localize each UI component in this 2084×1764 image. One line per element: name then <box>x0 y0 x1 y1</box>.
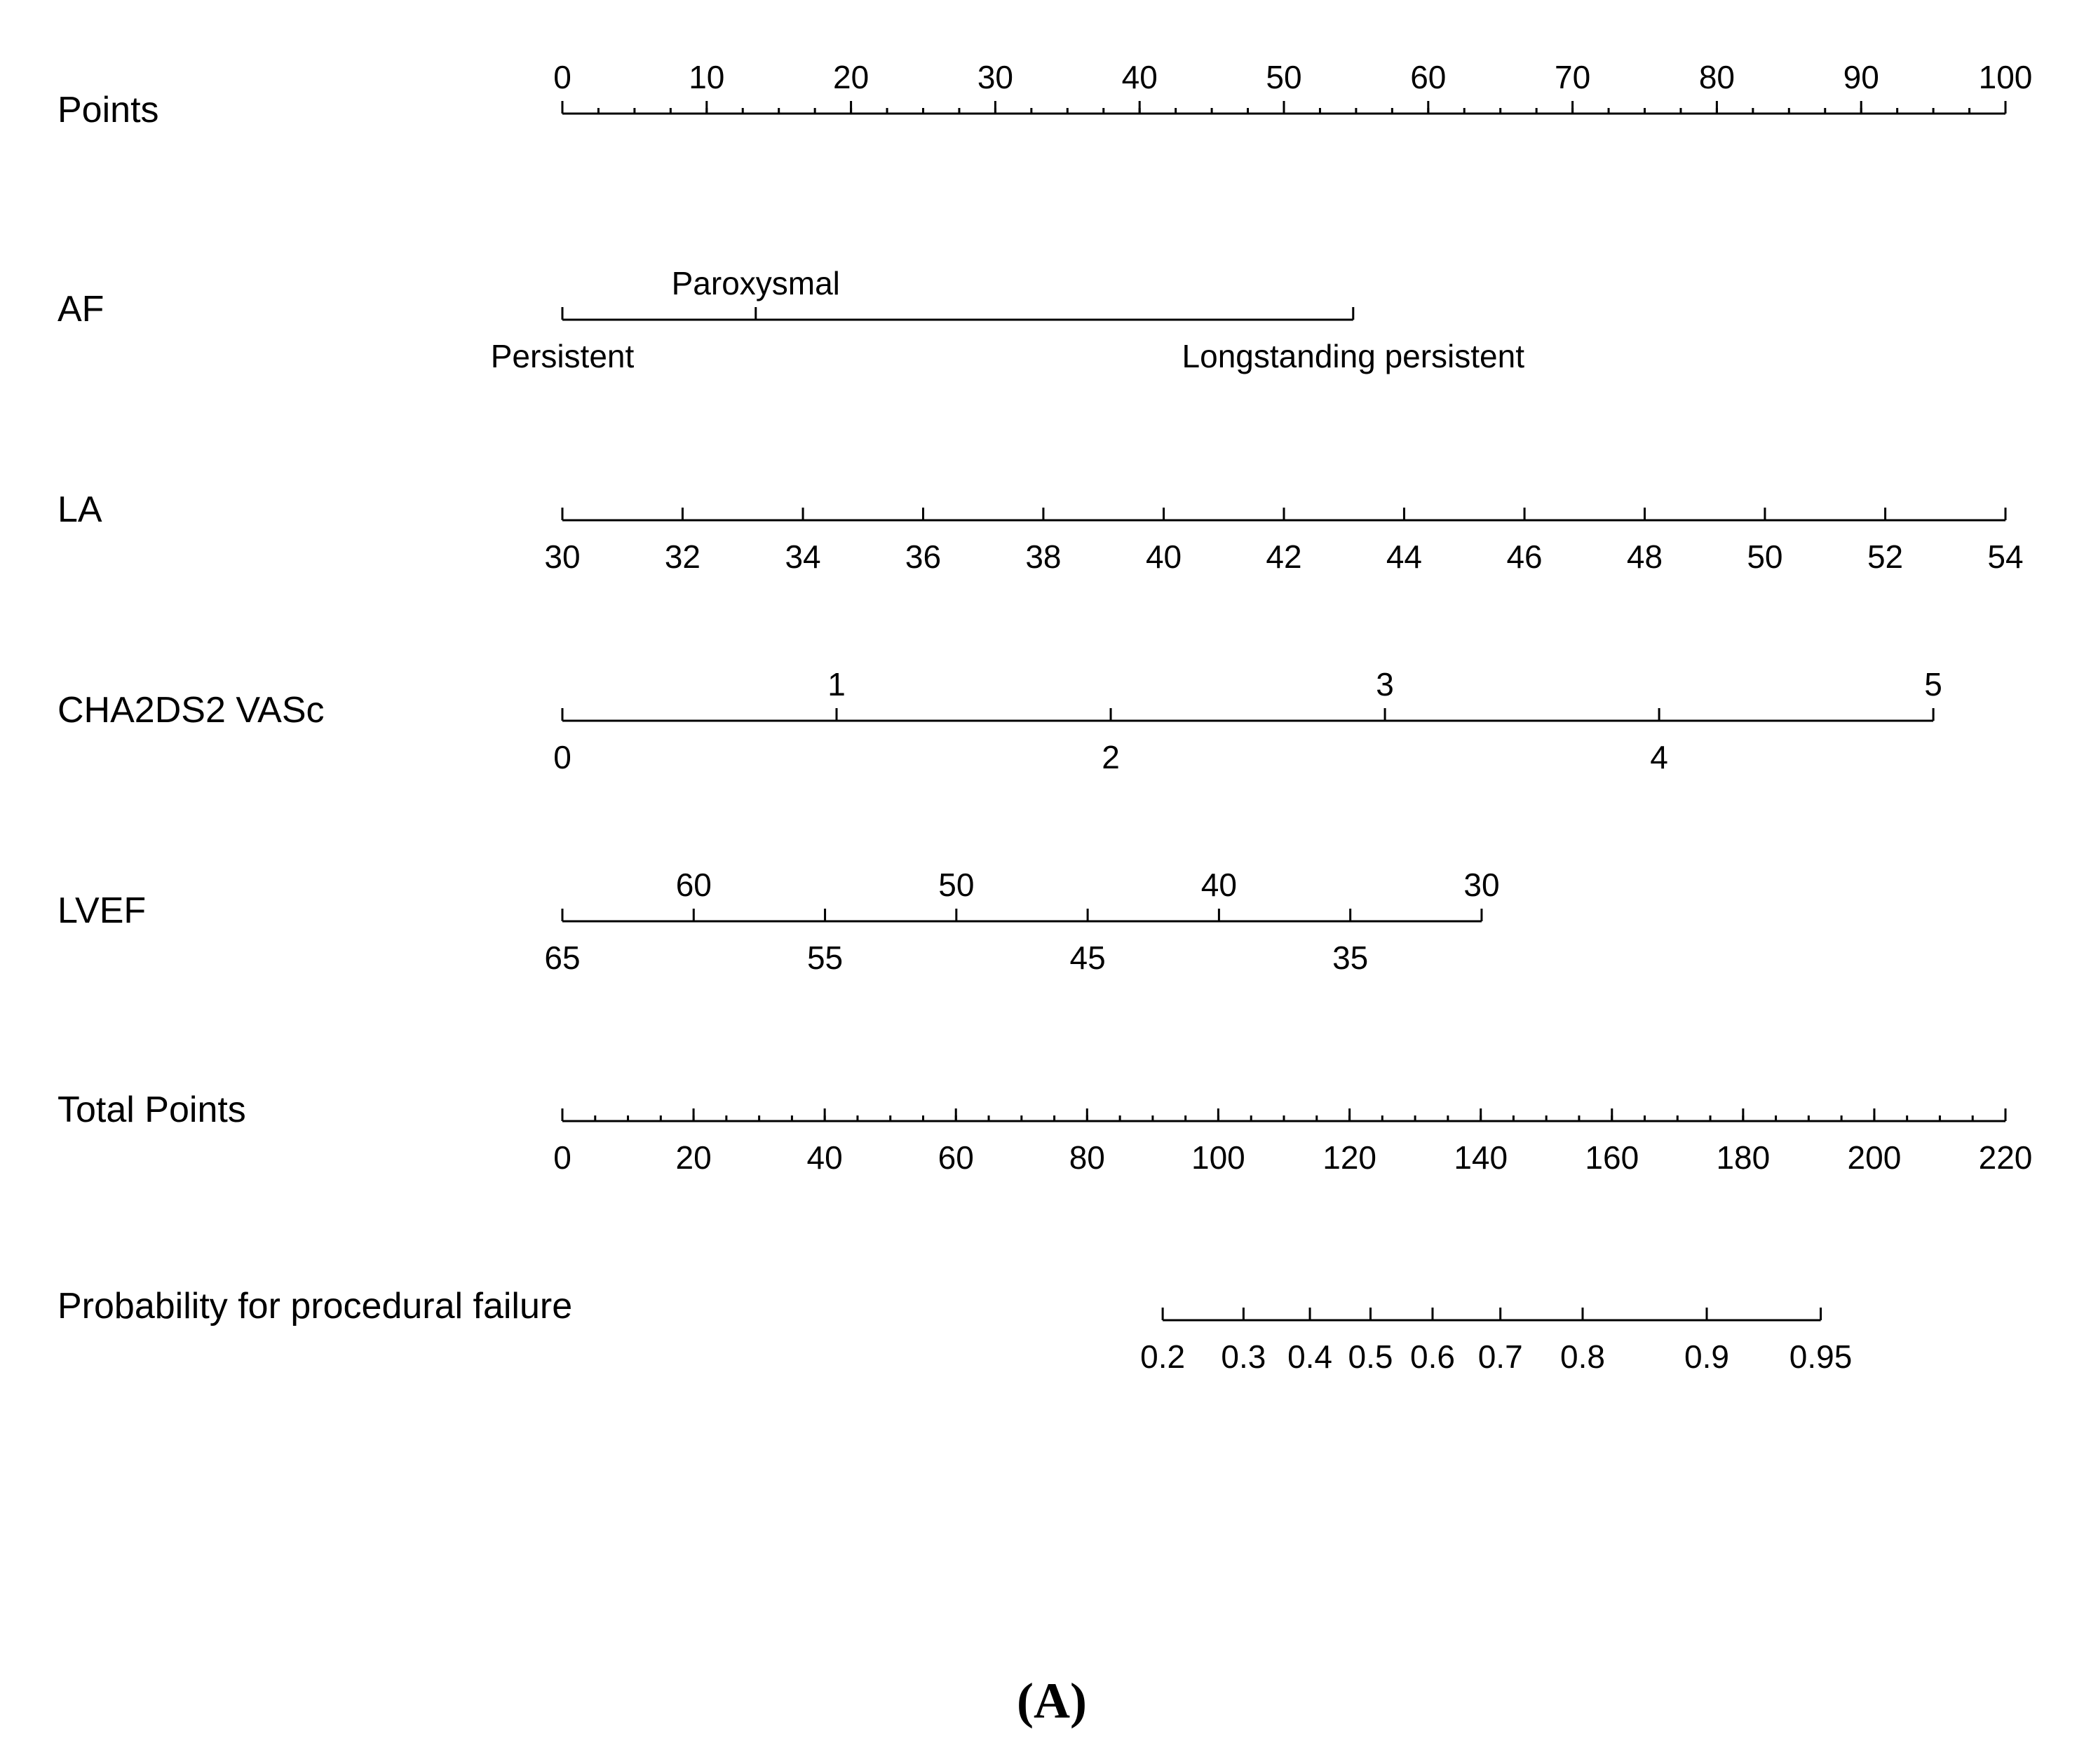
cha2ds2vasc-tick-label: 5 <box>1924 666 1942 703</box>
total-tick-label: 220 <box>1978 1139 2033 1176</box>
prob-tick-label: 0.9 <box>1684 1338 1729 1375</box>
lvef-tick-label: 40 <box>1200 867 1237 903</box>
lvef-tick-label: 30 <box>1463 867 1500 903</box>
prob-tick-label: 0.8 <box>1560 1338 1605 1375</box>
la-tick-label: 54 <box>1987 538 2024 575</box>
la-tick-label: 40 <box>1145 538 1182 575</box>
af-row-label: AF <box>57 289 104 330</box>
prob-tick-label: 0.2 <box>1140 1338 1186 1375</box>
cha2ds2vasc-tick-label: 4 <box>1650 739 1668 775</box>
lvef-tick-label: 35 <box>1332 939 1369 976</box>
points-tick-label: 40 <box>1121 59 1158 95</box>
prob-tick-label: 0.4 <box>1287 1338 1333 1375</box>
cha2ds2vasc-row-label: CHA2DS2 VASc <box>57 690 325 731</box>
points-tick-label: 90 <box>1843 59 1879 95</box>
lvef-tick-label: 45 <box>1069 939 1106 976</box>
af-tick-label: Longstanding persistent <box>1182 338 1525 374</box>
total-tick-label: 140 <box>1454 1139 1508 1176</box>
la-tick-label: 42 <box>1266 538 1302 575</box>
total-tick-label: 80 <box>1069 1139 1105 1176</box>
lvef-tick-label: 65 <box>544 939 581 976</box>
total-tick-label: 20 <box>675 1139 712 1176</box>
la-tick-label: 36 <box>905 538 942 575</box>
points-tick-label: 10 <box>689 59 725 95</box>
prob-tick-label: 0.95 <box>1789 1338 1853 1375</box>
lvef-row-label: LVEF <box>57 890 147 931</box>
prob-tick-label: 0.7 <box>1477 1338 1523 1375</box>
total-tick-label: 100 <box>1191 1139 1245 1176</box>
points-tick-label: 50 <box>1266 59 1302 95</box>
lvef-tick-label: 55 <box>806 939 844 976</box>
total-tick-label: 160 <box>1585 1139 1639 1176</box>
la-tick-label: 46 <box>1506 538 1543 575</box>
la-tick-label: 48 <box>1626 538 1663 575</box>
points-tick-label: 20 <box>833 59 870 95</box>
la-row-label: LA <box>57 489 102 530</box>
total-tick-label: 200 <box>1847 1139 1902 1176</box>
points-tick-label: 30 <box>977 59 1013 95</box>
af-tick-label: Persistent <box>490 338 635 374</box>
nomogram-rows <box>57 59 2032 1375</box>
la-tick-label: 32 <box>664 538 701 575</box>
af-tick-label: Paroxysmal <box>671 265 840 301</box>
points-tick-label: 100 <box>1978 59 2033 95</box>
la-tick-label: 52 <box>1867 538 1904 575</box>
la-tick-label: 34 <box>785 538 821 575</box>
la-tick-label: 38 <box>1025 538 1062 575</box>
la-tick-label: 50 <box>1747 538 1783 575</box>
prob-row-label: Probability for procedural failure <box>57 1286 573 1327</box>
points-tick-label: 0 <box>553 59 571 95</box>
points-row-label: Points <box>57 90 159 130</box>
total-tick-label: 0 <box>553 1139 571 1176</box>
lvef-tick-label: 50 <box>938 867 975 903</box>
total-tick-label: 180 <box>1716 1139 1771 1176</box>
cha2ds2vasc-tick-label: 3 <box>1376 666 1394 703</box>
la-tick-label: 44 <box>1386 538 1423 575</box>
panel-label: (A) <box>1017 1673 1087 1729</box>
la-tick-label: 30 <box>544 538 581 575</box>
lvef-tick-label: 60 <box>675 867 712 903</box>
prob-tick-label: 0.5 <box>1348 1338 1393 1375</box>
cha2ds2vasc-tick-label: 0 <box>553 739 571 775</box>
prob-tick-label: 0.3 <box>1221 1338 1266 1375</box>
points-tick-label: 60 <box>1410 59 1447 95</box>
points-tick-label: 70 <box>1555 59 1591 95</box>
total-tick-label: 40 <box>806 1139 843 1176</box>
points-tick-label: 80 <box>1698 59 1735 95</box>
prob-tick-label: 0.6 <box>1409 1338 1455 1375</box>
cha2ds2vasc-tick-label: 2 <box>1102 739 1120 775</box>
cha2ds2vasc-tick-label: 1 <box>827 666 846 703</box>
total-row-label: Total Points <box>57 1090 246 1130</box>
total-tick-label: 60 <box>938 1139 974 1176</box>
total-tick-label: 120 <box>1322 1139 1377 1176</box>
